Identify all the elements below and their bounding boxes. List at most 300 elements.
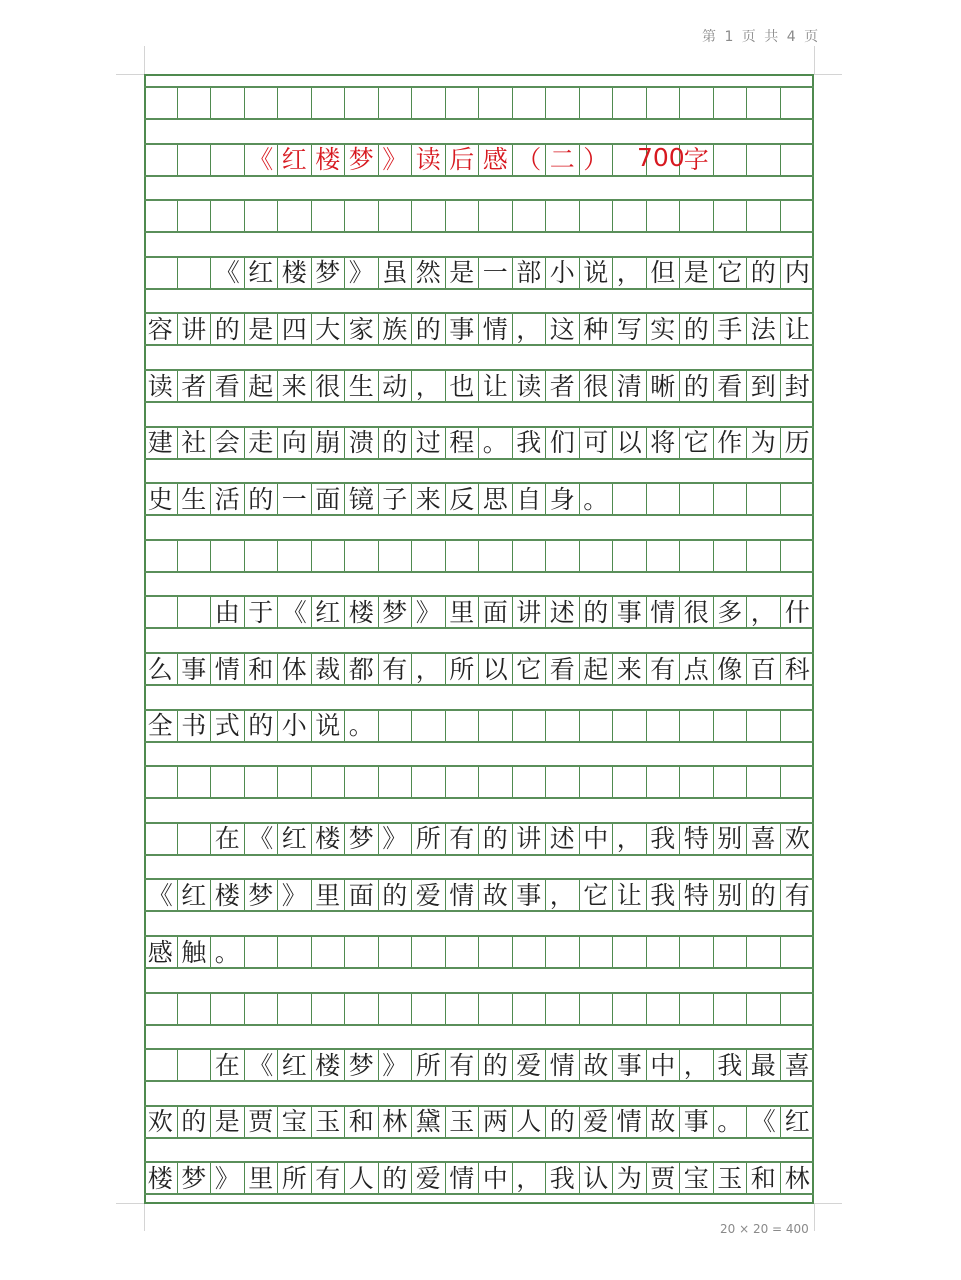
grid-cell [312,201,346,231]
grid-row [144,256,814,290]
grid-cell: 。 [479,428,513,458]
grid-cell: 看 [546,654,580,684]
grid-cell [714,88,748,118]
grid-cell: 让 [613,880,647,910]
grid-cell: ， [412,654,446,684]
grid-cell: 。 [580,484,614,514]
grid-cell: 认 [580,1163,614,1193]
grid-cell: （ [513,145,547,175]
grid-row [144,1048,814,1082]
grid-cell [178,767,212,797]
grid-cell: 宝 [680,1163,714,1193]
grid-cell [312,994,346,1024]
grid-cell: 楼 [211,880,245,910]
crop-mark-top-right [814,74,842,75]
grid-cell [680,201,714,231]
grid-cell: 》 [379,824,413,854]
grid-row [144,86,814,120]
grid-cell [613,994,647,1024]
grid-cell: 起 [245,371,279,401]
grid-cell: 最 [747,1050,781,1080]
title-row [144,143,814,177]
grid-cell: 林 [784,1163,810,1193]
grid-cell: 的 [580,597,614,627]
grid-cell [144,258,178,288]
grid-cell [178,994,212,1024]
grid-cell: 是 [446,258,480,288]
grid-cell [479,937,513,967]
grid-cell [278,937,312,967]
grid-cell: 我 [546,1163,580,1193]
grid-cell [580,541,614,571]
grid-cell [245,201,279,231]
grid-cell: 一 [278,484,312,514]
grid-cell [680,484,714,514]
grid-cell: 崩 [312,428,346,458]
grid-cell: 述 [546,597,580,627]
grid-cell: 情 [446,880,480,910]
grid-cell: 一 [479,258,513,288]
grid-cell: 情 [546,1050,580,1080]
grid-cell: 自 [513,484,547,514]
grid-cell [546,88,580,118]
grid-cell: 于 [245,597,279,627]
grid-cell [647,541,681,571]
grid-cell: 书 [178,711,212,741]
grid-cell: 和 [747,1163,781,1193]
grid-cell: 楼 [345,597,379,627]
grid-cell [379,541,413,571]
crop-mark-top-left-v [144,46,145,74]
grid-cell: 的 [546,1107,580,1137]
grid-cell: 有 [446,1050,480,1080]
grid-cell: 像 [714,654,748,684]
grid-cell: 将 [647,428,681,458]
grid-cell [412,994,446,1024]
grid-cell: 的 [379,1163,413,1193]
grid-cell [781,767,815,797]
grid-cell: 虽 [379,258,413,288]
crop-mark-bottom-right-v [814,1203,815,1231]
grid-cell: 《 [144,880,178,910]
grid-cell: 梦 [345,1050,379,1080]
grid-cell: 镜 [345,484,379,514]
grid-cell: ， [613,824,647,854]
grid-cell [144,767,178,797]
grid-cell [245,88,279,118]
grid-cell: 过 [412,428,446,458]
grid-cell: 有 [379,654,413,684]
grid-cell: 的 [412,314,446,344]
grid-cell [211,767,245,797]
grid-cell: 说 [312,711,346,741]
grid-cell: 梦 [245,880,279,910]
grid-cell: 故 [647,1107,681,1137]
grid-cell [580,201,614,231]
grid-cell [747,484,781,514]
grid-cell: 的 [245,484,279,514]
grid-cell: 来 [278,371,312,401]
grid-cell [781,201,815,231]
grid-row [144,765,814,799]
grid-cell [312,541,346,571]
grid-cell: 内 [784,258,810,288]
grid-cell [546,994,580,1024]
grid-cell: 的 [479,824,513,854]
grid-cell: 什 [784,597,810,627]
grid-cell: 历 [784,428,810,458]
grid-cell: 》 [278,880,312,910]
grid-cell: 红 [278,145,312,175]
grid-cell [513,994,547,1024]
grid-cell: 种 [580,314,614,344]
grid-cell [278,994,312,1024]
grid-cell: 点 [680,654,714,684]
grid-cell [513,201,547,231]
grid-cell: 也 [446,371,480,401]
grid-cell: 来 [412,484,446,514]
grid-cell: ， [747,597,781,627]
grid-cell: 梦 [345,145,379,175]
grid-cell: 手 [714,314,748,344]
grid-cell [345,541,379,571]
crop-mark-bottom-left-v [144,1203,145,1231]
grid-cell: 梦 [345,824,379,854]
grid-cell: 梦 [312,258,346,288]
grid-cell: 有 [784,880,810,910]
grid-cell: 的 [379,428,413,458]
grid-row [144,426,814,460]
grid-cell [278,541,312,571]
grid-cell: 所 [412,824,446,854]
grid-cell [345,201,379,231]
grid-cell [446,88,480,118]
grid-cell: 生 [345,371,379,401]
grid-cell [680,937,714,967]
grid-cell [513,541,547,571]
grid-cell: 看 [211,371,245,401]
grid-top-border [144,74,814,76]
grid-cell [781,145,815,175]
grid-cell [446,201,480,231]
grid-bottom-border [144,1202,814,1204]
grid-cell: 《 [245,824,279,854]
grid-cell [345,994,379,1024]
grid-cell: 情 [647,597,681,627]
grid-row [144,369,814,403]
grid-cell [178,541,212,571]
grid-cell: 事 [680,1107,714,1137]
grid-cell: 为 [613,1163,647,1193]
grid-cell: 》 [211,1163,245,1193]
grid-cell: 读 [412,145,446,175]
grid-cell: 所 [278,1163,312,1193]
grid-row [144,709,814,743]
grid-row [144,595,814,629]
grid-cell [178,145,212,175]
grid-cell: 们 [546,428,580,458]
grid-cell: 玉 [446,1107,480,1137]
grid-cell: 为 [747,428,781,458]
grid-cell [379,994,413,1024]
grid-cell [747,937,781,967]
grid-cell: 红 [278,824,312,854]
grid-cell [714,767,748,797]
grid-cell: 贾 [647,1163,681,1193]
grid-cell: 别 [714,880,748,910]
grid-cell: 的 [747,258,781,288]
grid-cell: 红 [245,258,279,288]
grid-cell: 字 [680,145,714,175]
grid-cell [781,541,815,571]
grid-cell: 楼 [312,824,346,854]
grid-cell: 红 [278,1050,312,1080]
grid-cell: 史 [144,484,178,514]
grid-cell: 到 [747,371,781,401]
grid-cell: 读 [513,371,547,401]
grid-cell: 是 [245,314,279,344]
grid-cell [513,767,547,797]
grid-cell: 的 [479,1050,513,1080]
grid-cell: 全 [144,711,178,741]
grid-cell: 《 [747,1107,781,1137]
grid-cell: 感 [479,145,513,175]
grid-cell: 喜 [747,824,781,854]
grid-cell [613,711,647,741]
grid-cell: 写 [613,314,647,344]
grid-cell: 实 [647,314,681,344]
grid-cell: 所 [412,1050,446,1080]
grid-cell [178,1050,212,1080]
grid-cell: 四 [278,314,312,344]
grid-cell [312,88,346,118]
grid-cell: 事 [446,314,480,344]
grid-cell: 有 [647,654,681,684]
grid-cell [680,767,714,797]
grid-cell [446,767,480,797]
grid-cell: 别 [714,824,748,854]
grid-cell: 爱 [513,1050,547,1080]
grid-cell: 中 [580,824,614,854]
grid-cell: 楼 [144,1163,178,1193]
grid-row [144,992,814,1026]
grid-cell [647,711,681,741]
grid-cell: 么 [144,654,178,684]
grid-cell: 两 [479,1107,513,1137]
grid-cell: 溃 [345,428,379,458]
grid-cell [781,88,815,118]
grid-cell: 》 [379,1050,413,1080]
grid-cell: 的 [680,371,714,401]
grid-cell: ， [680,1050,714,1080]
grid-cell: 喜 [784,1050,810,1080]
grid-cell [613,937,647,967]
grid-row [144,1105,814,1139]
grid-cell [446,541,480,571]
grid-cell: 是 [211,1107,245,1137]
grid-cell [513,88,547,118]
grid-cell: 我 [647,824,681,854]
grid-cell: 反 [446,484,480,514]
grid-cell [379,711,413,741]
grid-cell: 它 [580,880,614,910]
grid-cell [546,201,580,231]
grid-cell [479,88,513,118]
grid-cell [412,201,446,231]
grid-cell: 人 [513,1107,547,1137]
grid-cell [680,88,714,118]
grid-cell: ， [412,371,446,401]
grid-row [144,822,814,856]
grid-row [144,878,814,912]
title-word-count: 700 [637,143,685,172]
grid-cell: 法 [747,314,781,344]
grid-row [144,312,814,346]
grid-cell [379,937,413,967]
grid-cell [211,88,245,118]
grid-cell: 。 [345,711,379,741]
grid-cell [714,484,748,514]
grid-cell [580,711,614,741]
grid-cell: 事 [613,1050,647,1080]
grid-cell: 感 [144,937,178,967]
grid-cell [412,767,446,797]
grid-cell: 情 [479,314,513,344]
grid-cell [747,711,781,741]
grid-cell: 梦 [379,597,413,627]
grid-cell: 大 [312,314,346,344]
grid-cell: 触 [178,937,212,967]
grid-cell [479,711,513,741]
grid-cell [379,88,413,118]
grid-cell: 人 [345,1163,379,1193]
grid-cell [178,88,212,118]
grid-cell [513,711,547,741]
grid-cell: 黛 [412,1107,446,1137]
grid-cell: 的 [680,314,714,344]
grid-cell: 思 [479,484,513,514]
grid-cell [178,597,212,627]
grid-cell: 玉 [312,1107,346,1137]
grid-cell: 红 [178,880,212,910]
grid-cell [680,541,714,571]
grid-cell [446,994,480,1024]
grid-cell: 在 [211,824,245,854]
grid-cell [613,484,647,514]
grid-cell [613,767,647,797]
grid-cell [245,541,279,571]
grid-cell: 看 [714,371,748,401]
grid-row [144,199,814,233]
grid-cell: 小 [278,711,312,741]
grid-cell [747,88,781,118]
grid-cell: 科 [784,654,810,684]
grid-cell: 情 [211,654,245,684]
grid-cell: 的 [379,880,413,910]
grid-cell: ， [513,1163,547,1193]
grid-cell: 讲 [513,597,547,627]
grid-cell: 这 [546,314,580,344]
grid-cell [245,767,279,797]
grid-cell: 百 [747,654,781,684]
grid-cell [580,994,614,1024]
grid-cell [747,201,781,231]
grid-cell [412,88,446,118]
grid-cell: 楼 [312,145,346,175]
grid-cell: 宝 [278,1107,312,1137]
grid-cell: ， [546,880,580,910]
grid-cell [714,937,748,967]
grid-cell: 讲 [178,314,212,344]
grid-cell [211,145,245,175]
grid-cell [613,541,647,571]
grid-cell: 说 [580,258,614,288]
grid-cell: 容 [144,314,178,344]
grid-cell [613,201,647,231]
grid-cell: 。 [714,1107,748,1137]
grid-cell: 让 [479,371,513,401]
grid-cell: ） [580,145,614,175]
grid-cell: 讲 [513,824,547,854]
grid-cell: 是 [680,258,714,288]
grid-cell: 有 [312,1163,346,1193]
grid-cell: 它 [680,428,714,458]
grid-cell [580,767,614,797]
grid-cell: 楼 [312,1050,346,1080]
grid-cell [412,937,446,967]
grid-cell: 起 [580,654,614,684]
grid-cell: ， [513,314,547,344]
grid-cell: 让 [784,314,810,344]
grid-cell: 很 [680,597,714,627]
grid-cell [747,145,781,175]
grid-cell: 者 [178,371,212,401]
grid-cell: 以 [479,654,513,684]
grid-cell: 爱 [412,1163,446,1193]
grid-cell: 我 [647,880,681,910]
grid-cell: 家 [345,314,379,344]
grid-cell: 里 [312,880,346,910]
grid-cell [379,201,413,231]
grid-cell: 所 [446,654,480,684]
grid-cell [379,767,413,797]
grid-cell: 都 [345,654,379,684]
grid-cell: 在 [211,1050,245,1080]
grid-cell: 和 [245,654,279,684]
grid-cell: 红 [312,597,346,627]
grid-cell: 二 [546,145,580,175]
grid-cell [580,88,614,118]
grid-cell: 但 [647,258,681,288]
grid-cell [144,1050,178,1080]
grid-cell [278,88,312,118]
grid-cell [781,994,815,1024]
grid-cell [747,994,781,1024]
grid-cell: 中 [647,1050,681,1080]
crop-mark-top-left [116,74,144,75]
grid-cell: 多 [714,597,748,627]
grid-cell [647,994,681,1024]
grid-cell [546,541,580,571]
grid-cell: 楼 [278,258,312,288]
grid-cell [647,88,681,118]
grid-cell [144,597,178,627]
grid-cell: 欢 [784,824,810,854]
grid-cell [345,767,379,797]
grid-cell [647,201,681,231]
grid-cell [144,145,178,175]
grid-cell: 特 [680,880,714,910]
